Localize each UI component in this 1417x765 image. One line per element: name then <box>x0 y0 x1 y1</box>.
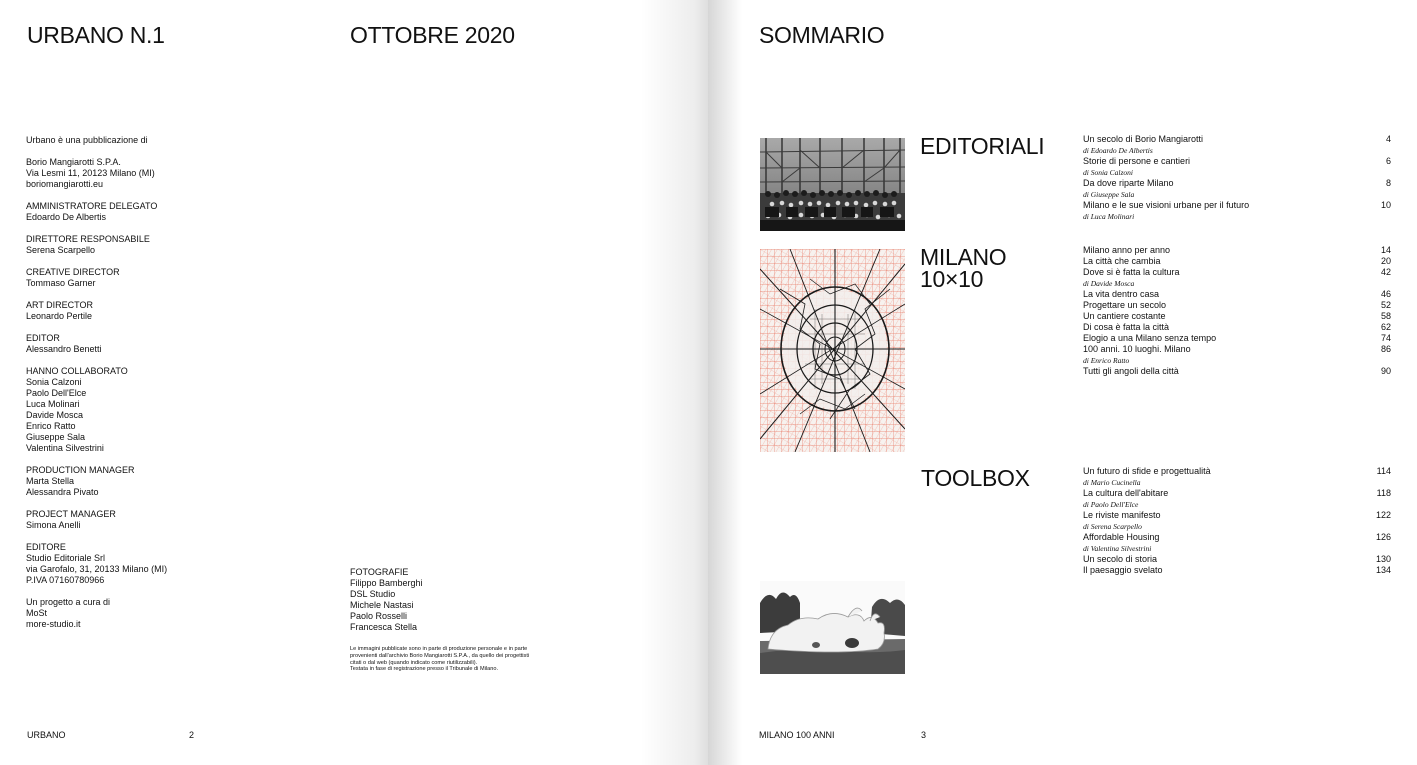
toc-entry-title: Un secolo di storia <box>1083 554 1158 564</box>
credits-line: Simona Anelli <box>26 520 81 530</box>
toc-entry <box>1083 267 1391 278</box>
photo-credit-name: DSL Studio <box>350 589 396 599</box>
credits-block <box>26 234 326 256</box>
toc-entry-title: 100 anni. 10 luoghi. Milano <box>1083 344 1191 354</box>
credits-line: Tommaso Garner <box>26 278 96 288</box>
toc-entry-author: di Enrico Ratto <box>1083 356 1130 365</box>
toc-entry <box>1083 178 1391 189</box>
credits-line: AMMINISTRATORE DELEGATO <box>26 201 158 211</box>
credits-block <box>26 333 326 355</box>
credits-line: Alessandro Benetti <box>26 344 102 354</box>
photo-credits <box>350 567 600 633</box>
toc-entry-author: di Valentina Silvestrini <box>1083 544 1152 553</box>
toc-entry-title: La città che cambia <box>1083 256 1161 266</box>
photo-credit-name: Filippo Bamberghi <box>350 578 423 588</box>
credits-line: PRODUCTION MANAGER <box>26 465 135 475</box>
toc-entry-page: 90 <box>1380 366 1391 376</box>
toc-entry-title: Un secolo di Borio Mangiarotti <box>1083 134 1204 144</box>
toc-entry-title: Le riviste manifesto <box>1083 510 1161 520</box>
toc-entry-page: 130 <box>1375 554 1391 564</box>
toc-entry <box>1083 366 1391 377</box>
credits-line: Paolo Dell'Elce <box>26 388 87 398</box>
toc-editoriali <box>1083 134 1391 222</box>
credits-line: Alessandra Pivato <box>26 487 99 497</box>
credits-line: Luca Molinari <box>26 399 80 409</box>
credits-line: more-studio.it <box>26 619 81 629</box>
credits-block <box>26 465 326 498</box>
toc-entry <box>1083 344 1391 355</box>
credits-block <box>26 267 326 289</box>
toc-entry-title: Milano e le sue visioni urbane per il futuro <box>1083 200 1250 210</box>
toc-entry-page: 74 <box>1380 333 1391 343</box>
credits-block <box>26 542 326 586</box>
toc-entry-page: 20 <box>1380 256 1391 266</box>
footer-title-left: URBANO <box>27 730 66 740</box>
toc-entry-title: Tutti gli angoli della città <box>1083 366 1179 376</box>
toc-entry-title: Affordable Housing <box>1083 532 1160 542</box>
toc-entry-page: 62 <box>1380 322 1391 332</box>
milan-map-art <box>760 249 905 452</box>
credits-line: boriomangiarotti.eu <box>26 179 104 189</box>
credits-line: Giuseppe Sala <box>26 432 86 442</box>
credits-line: Un progetto a cura di <box>26 597 111 607</box>
toc-entry <box>1083 554 1391 565</box>
toc-entry-title: Di cosa è fatta la città <box>1083 322 1170 332</box>
credits-line: MoSt <box>26 608 48 618</box>
toc-entry-author: di Sonia Calzoni <box>1083 168 1134 177</box>
toc-entry-author: di Mario Cucinella <box>1083 478 1141 487</box>
organic-building-photo <box>760 581 905 674</box>
note-line: citati o dal web (quando indicato come riutilizzabili). <box>350 659 478 666</box>
historic-group-photo <box>760 138 905 231</box>
toc-entry-page: 86 <box>1380 344 1391 354</box>
toc-entry-page: 52 <box>1380 300 1391 310</box>
credits-block <box>26 597 326 630</box>
credits-line: Davide Mosca <box>26 410 84 420</box>
toc-entry-title: Storie di persone e cantieri <box>1083 156 1191 166</box>
photo-credits-heading: FOTOGRAFIE <box>350 567 409 577</box>
toc-entry-page: 8 <box>1385 178 1391 188</box>
toc-entry-page: 134 <box>1375 565 1391 575</box>
toc-entry-page: 118 <box>1376 488 1391 498</box>
credits-line: HANNO COLLABORATO <box>26 366 128 376</box>
credits-line: EDITOR <box>26 333 60 343</box>
toc-entry <box>1083 134 1391 145</box>
credits-line: DIRETTORE RESPONSABILE <box>26 234 150 244</box>
toc-entry-page: 58 <box>1380 311 1391 321</box>
magazine-issue-title: URBANO N.1 <box>27 22 165 48</box>
section-title-milano <box>920 246 1006 290</box>
toc-entry-page: 122 <box>1375 510 1391 520</box>
toc-entry-title: La cultura dell'abitare <box>1083 488 1169 498</box>
credits-line: P.IVA 07160780966 <box>26 575 105 585</box>
contents-title: SOMMARIO <box>759 22 885 48</box>
toc-entry-title: Progettare un secolo <box>1083 300 1167 310</box>
note-line: Testata in fase di registrazione presso il Tribunale di Milano. <box>350 666 498 673</box>
toc-entry <box>1083 156 1391 167</box>
toc-entry-author: di Serena Scarpello <box>1083 522 1142 531</box>
toc-milano <box>1083 245 1391 377</box>
page-number-right: 3 <box>921 730 927 740</box>
toc-entry-author: di Paolo Dell'Elce <box>1083 500 1139 509</box>
note-line: Le immagini pubblicate sono in parte di produzione personale e in parte <box>350 646 528 652</box>
credits-block <box>26 300 326 322</box>
note-line: provenienti dall'archivio Borio Mangiarotti S.P.A., da quello dei progettisti <box>350 652 530 659</box>
toc-entry <box>1083 510 1391 521</box>
toc-entry <box>1083 488 1391 499</box>
toc-entry-page: 14 <box>1380 245 1391 255</box>
toc-entry-title: Il paesaggio svelato <box>1083 565 1163 575</box>
milan-map-image <box>760 249 905 452</box>
toc-entry-page: 114 <box>1376 466 1391 476</box>
credits-block <box>26 509 326 531</box>
toc-entry-author: di Davide Mosca <box>1083 279 1135 288</box>
credits-block <box>26 157 326 190</box>
credits-column <box>26 135 326 641</box>
toc-entry <box>1083 333 1391 344</box>
credits-line: Edoardo De Albertis <box>26 212 107 222</box>
toc-entry-title: Dove si è fatta la cultura <box>1083 267 1180 277</box>
toc-entry <box>1083 565 1391 576</box>
issue-date: OTTOBRE 2020 <box>350 22 515 48</box>
footer-title-right: MILANO 100 ANNI <box>759 730 835 740</box>
credits-line: Enrico Ratto <box>26 421 76 431</box>
credits-line: Urbano è una pubblicazione di <box>26 135 148 145</box>
image-rights-note <box>350 646 610 673</box>
toc-entry-title: Elogio a una Milano senza tempo <box>1083 333 1217 343</box>
credits-line: CREATIVE DIRECTOR <box>26 267 120 277</box>
section-title-toolbox <box>921 467 1030 489</box>
photo-credit-name: Paolo Rosselli <box>350 611 408 621</box>
organic-building-photo-art <box>760 581 905 674</box>
toc-entry <box>1083 289 1391 300</box>
section-title-line: MILANO <box>920 244 1007 270</box>
credits-line: Marta Stella <box>26 476 75 486</box>
credits-block <box>26 201 326 223</box>
toc-entry-author: di Giuseppe Sala <box>1083 190 1135 199</box>
toc-entry <box>1083 245 1391 256</box>
toc-entry-title: Un futuro di sfide e progettualità <box>1083 466 1211 476</box>
credits-block <box>26 366 326 454</box>
section-title-line: 10×10 <box>920 266 984 292</box>
credits-line: Via Lesmi 11, 20123 Milano (MI) <box>26 168 155 178</box>
photo-credit-name: Francesca Stella <box>350 622 418 632</box>
credits-line: Sonia Calzoni <box>26 377 82 387</box>
toc-entry <box>1083 466 1391 477</box>
credits-block <box>26 135 326 146</box>
toc-entry-author: di Luca Molinari <box>1083 212 1135 221</box>
historic-group-photo-art <box>760 138 905 231</box>
toc-entry-page: 42 <box>1380 267 1391 277</box>
page-number-left: 2 <box>189 730 195 740</box>
credits-line: PROJECT MANAGER <box>26 509 116 519</box>
credits-line: Leonardo Pertile <box>26 311 93 321</box>
toc-entry <box>1083 256 1391 267</box>
credits-line: Valentina Silvestrini <box>26 443 104 453</box>
toc-toolbox <box>1083 466 1391 576</box>
toc-entry-title: Un cantiere costante <box>1083 311 1166 321</box>
section-title-line: EDITORIALI <box>920 133 1045 159</box>
toc-entry <box>1083 300 1391 311</box>
toc-entry <box>1083 311 1391 322</box>
toc-entry-page: 4 <box>1385 134 1391 144</box>
credits-line: via Garofalo, 31, 20133 Milano (MI) <box>26 564 168 574</box>
credits-line: EDITORE <box>26 542 66 552</box>
toc-entry-page: 126 <box>1375 532 1391 542</box>
toc-entry-title: Milano anno per anno <box>1083 245 1171 255</box>
toc-entry <box>1083 322 1391 333</box>
credits-line: Serena Scarpello <box>26 245 96 255</box>
toc-entry-author: di Edoardo De Albertis <box>1083 146 1153 155</box>
section-title-line: TOOLBOX <box>921 465 1030 491</box>
photo-credit-name: Michele Nastasi <box>350 600 414 610</box>
toc-entry-page: 6 <box>1385 156 1391 166</box>
toc-entry <box>1083 200 1391 211</box>
credits-line: ART DIRECTOR <box>26 300 94 310</box>
section-title-editoriali <box>920 135 1044 157</box>
toc-entry-title: Da dove riparte Milano <box>1083 178 1174 188</box>
toc-entry-title: La vita dentro casa <box>1083 289 1160 299</box>
credits-line: Studio Editoriale Srl <box>26 553 106 563</box>
toc-entry-page: 10 <box>1380 200 1391 210</box>
toc-entry-page: 46 <box>1380 289 1391 299</box>
toc-entry <box>1083 532 1391 543</box>
credits-line: Borio Mangiarotti S.P.A. <box>26 157 121 167</box>
